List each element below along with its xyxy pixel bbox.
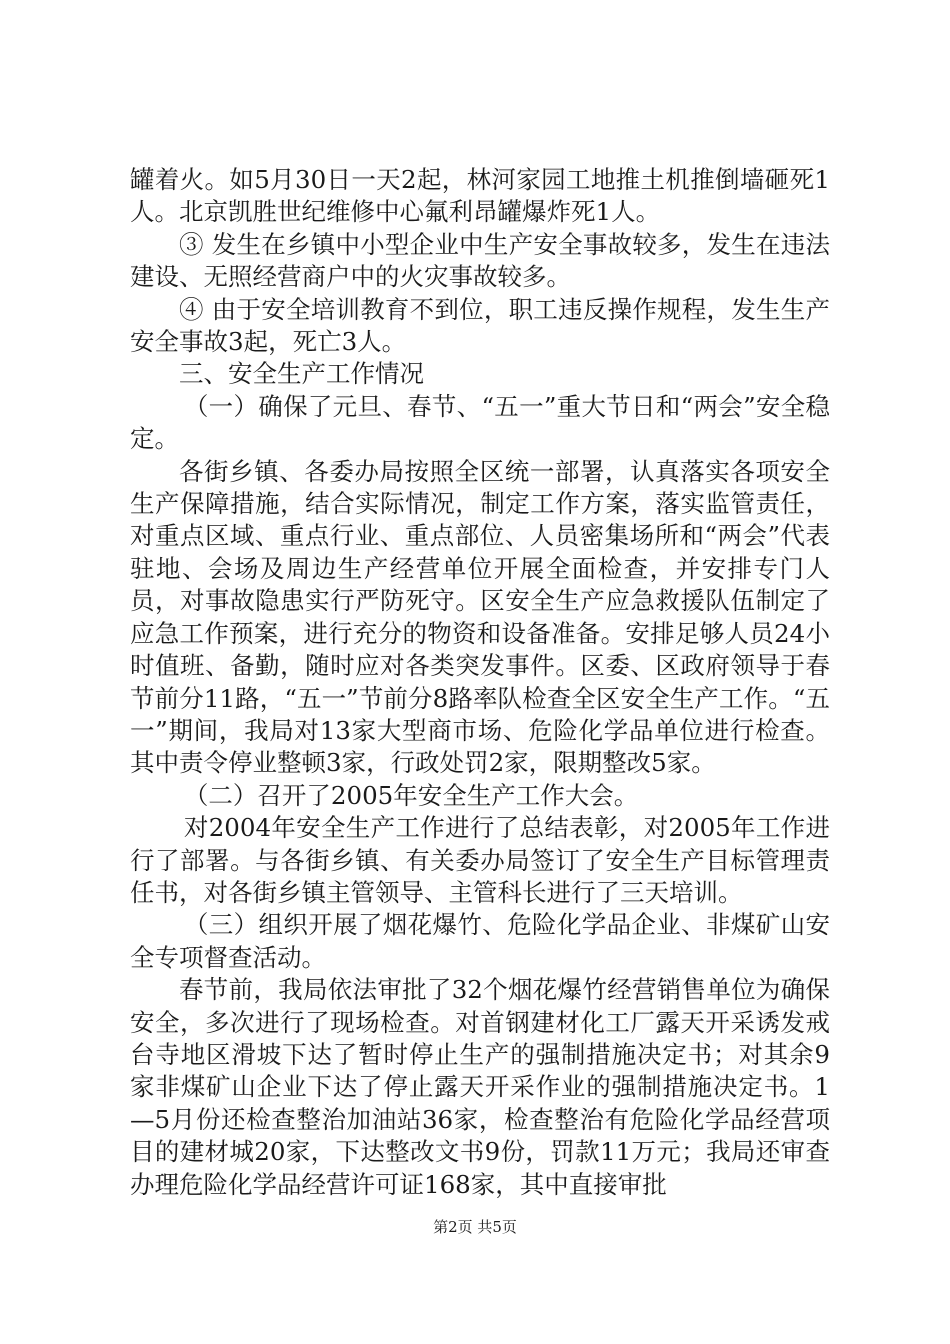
page-number: 第2页 共5页: [433, 1218, 517, 1236]
subsection-heading: （二）召开了2005年安全生产工作大会。: [183, 780, 639, 810]
paragraph: 各街乡镇、各委办局按照全区统一部署，认真落实各项安全生产保障措施，结合实际情况，制定工作方案，落实监管责任，对重点区域、重点行业、重点部位、人员密集场所和“两会”代表驻地、会场及周边生产经营单位开展全面检查，并安排专门人员，对事故隐患实行严防死守。区安全生产应急救援队伍制定了应急工作预案，进行充分的物资和设备准备。安排足够人员24小时值班、备勤，随时应对各类突发事件。区委、区政府领导于春节前分11路，“五一”节前分8路率队检查全区安全生产工作。“五一”期间，我局对13家大型商市场、危险化学品单位进行检查。其中责令停业整顿3家，行政处罚2家，限期整改5家。: [130, 456, 830, 778]
paragraph: 春节前，我局依法审批了32个烟花爆竹经营销售单位为确保安全，多次进行了现场检查。对首钢建材化工厂露天开采诱发戒台寺地区滑坡下达了暂时停止生产的强制措施决定书；对其余9家非煤矿山企业下达了停止露天开采作业的强制措施决定书。1—5月份还检查整治加油站36家，检查整治有危险化学品经营项目的建材城20家，下达整改文书9份，罚款11万元；我局还审查办理危险化学品经营许可证168家，其中直接审批: [130, 975, 830, 1199]
section-heading: 三、安全生产工作情况: [179, 359, 424, 389]
paragraph: ④ 由于安全培训教育不到位，职工违反操作规程，发生生产安全事故3起，死亡3人。: [130, 294, 830, 357]
subsection-heading: （三）组织开展了烟花爆竹、危险化学品企业、非煤矿山安全专项督查活动。: [130, 910, 830, 972]
document-body: [130, 164, 830, 1201]
page-footer: [0, 1216, 950, 1237]
paragraph: 对2004年安全生产工作进行了总结表彰，对2005年工作进行了部署。与各街乡镇、有关委办局签订了安全生产目标管理责任书，对各街乡镇主管领导、主管科长进行了三天培训。: [130, 813, 830, 907]
paragraph: 罐着火。如5月30日一天2起，林河家园工地推土机推倒墙砸死1人。北京凯胜世纪维修中心氟利昂罐爆炸死1人。: [130, 165, 830, 227]
paragraph: ③ 发生在乡镇中小型企业中生产安全事故较多，发生在违法建设、无照经营商户中的火灾事故较多。: [130, 229, 830, 292]
subsection-heading: （一）确保了元旦、春节、“五一”重大节日和“两会”安全稳定。: [130, 391, 830, 454]
